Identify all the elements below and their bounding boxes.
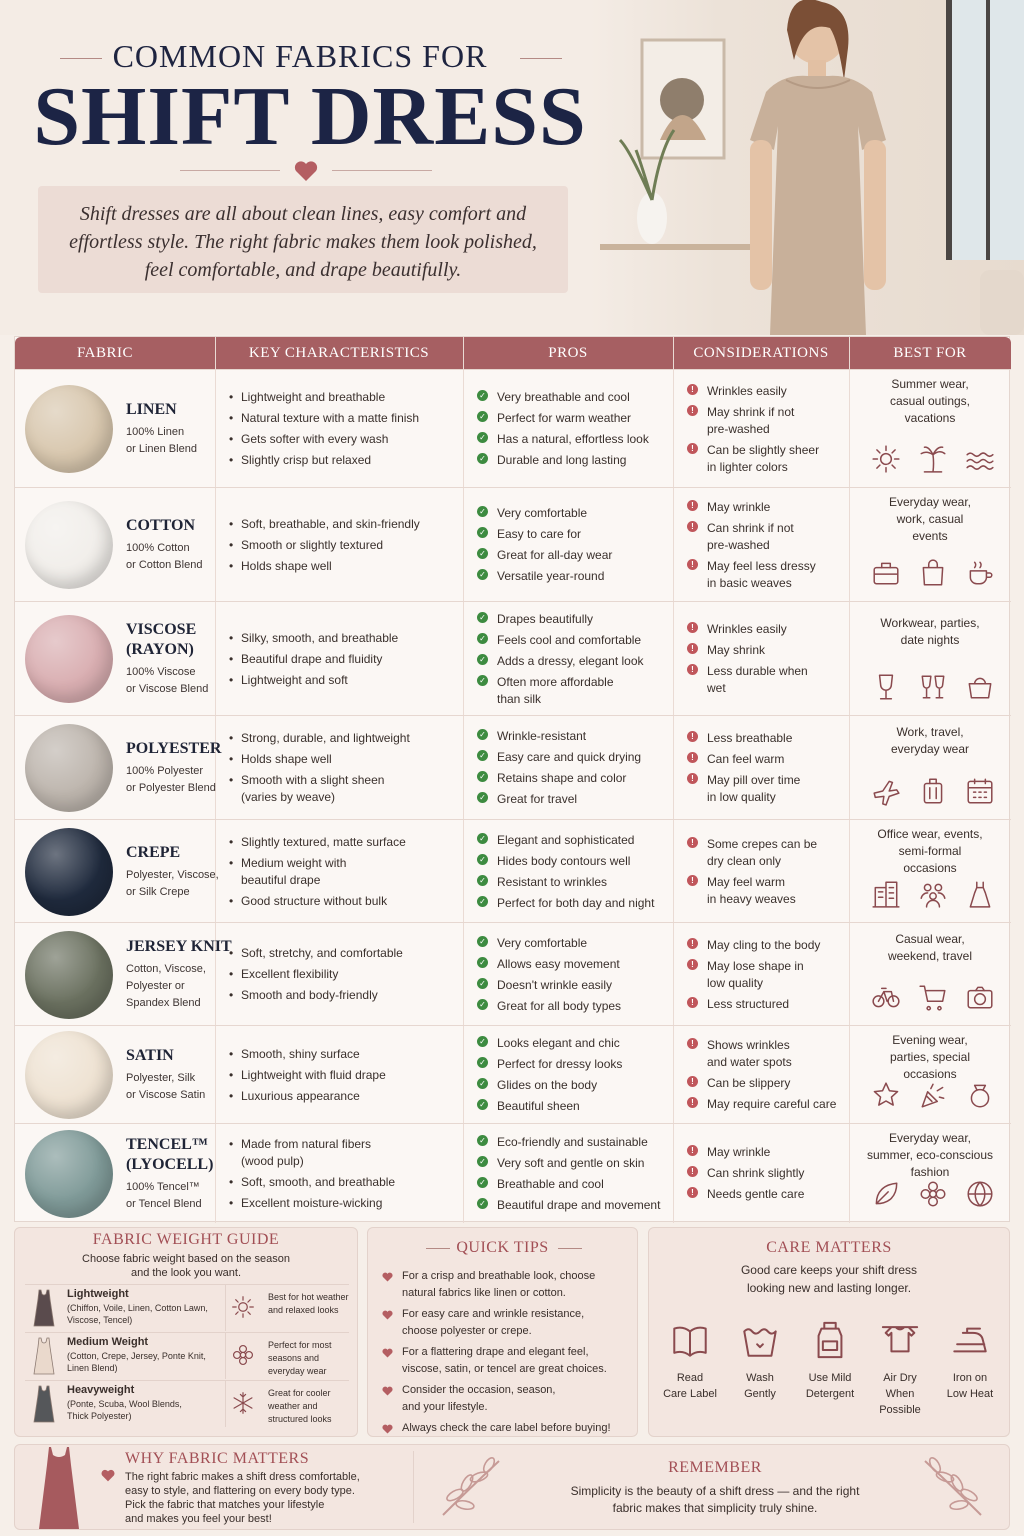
header-pros: PROS [548,345,588,361]
weight-guide-panel [14,1227,358,1437]
sun-icon [231,1295,255,1319]
coffee-cup-icon [965,558,995,588]
fabric-composition: 100% Polyester or Polyester Blend [126,765,216,794]
weight-note: Great for cooler weather and structured looks [268,1388,332,1424]
cons-item: ! Can be slippery [687,1075,849,1092]
cons-item: ! May wrinkle [687,499,849,516]
chars-list [227,945,461,1008]
best-for-icons [863,1080,1003,1110]
dress-icon [33,1385,55,1423]
table-row [15,1025,1011,1123]
tip-item [380,1306,635,1340]
model-photo [590,0,1024,335]
best-for-text: Summer wear, casual outings, vacations [889,377,971,425]
weight-fabrics: (Ponte, Scuba, Wool Blends, Thick Polyester) [67,1399,182,1421]
care-subtitle: Good care keeps your shift dress looking new and lasting longer. [740,1263,918,1295]
pros-list [477,389,673,473]
header-fabric: FABRIC [76,345,134,361]
care-item [655,1316,725,1418]
heart-icon [382,1271,393,1281]
fabric-composition: 100% Tencel™ or Tencel Blend [126,1181,202,1210]
divider-left [180,170,280,171]
best-for-text: Work, travel, everyday wear [890,725,970,756]
pros-item: ✓ Looks elegant and chic [477,1035,673,1052]
care-item [725,1316,795,1418]
chars-item: • Made from natural fibers (wood pulp) [227,1136,461,1170]
pros-item: ✓ Adds a dressy, elegant look [477,653,673,670]
cons-item: ! May wrinkle [687,1144,849,1161]
pros-item: ✓ Very comfortable [477,505,673,522]
shopping-bag-icon [918,558,948,588]
cons-list [687,730,849,810]
pros-list [477,1134,673,1218]
pros-item: ✓ Hides body contours well [477,853,673,870]
cons-list [687,836,849,912]
weight-item [25,1380,349,1426]
fabric-name: POLYESTER [126,740,222,757]
tips-rule-right [558,1248,582,1249]
fabric-name: LINEN [126,401,177,418]
leaf-icon [871,1179,901,1209]
chars-list [227,730,461,810]
chars-item: • Gets softer with every wash [227,431,461,448]
best-for-icons [863,982,1003,1012]
dress-icon [33,1337,55,1375]
fabric-composition: Polyester, Viscose, or Silk Crepe [126,869,219,898]
cons-item: ! Can shrink if not pre-washed [687,520,849,554]
pros-item: ✓ Great for all-day wear [477,547,673,564]
cons-item: ! May pill over time in low quality [687,772,849,806]
snowflake-icon [231,1391,255,1415]
fabric-composition: Polyester, Silk or Viscose Satin [126,1072,206,1101]
pros-item: ✓ Very soft and gentle on skin [477,1155,673,1172]
bicycle-icon [871,982,901,1012]
tips-rule-left [426,1248,450,1249]
pros-item: ✓ Allows easy movement [477,956,673,973]
table-row [15,922,1011,1025]
fabric-swatch [25,828,113,916]
chars-item: • Soft, smooth, and breathable [227,1174,461,1191]
wash-basin-icon [740,1320,780,1360]
fabric-swatch [25,385,113,473]
heart-icon [382,1309,393,1319]
chars-item: • Good structure without bulk [227,893,461,910]
fabric-composition: 100% Linen or Linen Blend [126,426,197,455]
chars-list [227,834,461,914]
pros-item: ✓ Has a natural, effortless look [477,431,673,448]
cons-item: ! Less durable when wet [687,663,849,697]
chars-item: • Strong, durable, and lightweight [227,730,461,747]
camera-icon [965,982,995,1012]
care-label: Iron on Low Heat [946,1372,994,1400]
table-row [15,819,1011,922]
cons-list [687,937,849,1017]
care-item [935,1316,1005,1418]
fabric-table [14,336,1010,1222]
cons-item: ! May shrink if not pre-washed [687,404,849,438]
cons-item: ! Needs gentle care [687,1186,849,1203]
pros-item: ✓ Versatile year-round [477,568,673,585]
chars-item: • Lightweight and breathable [227,389,461,406]
header-best-for: BEST FOR [893,345,967,361]
care-item [795,1316,865,1418]
pros-item: ✓ Wrinkle-resistant [477,728,673,745]
care-panel [648,1227,1010,1437]
chars-item: • Medium weight with beautiful drape [227,855,461,889]
chars-item: • Luxurious appearance [227,1088,461,1105]
page-title: SHIFT DRESS [33,70,587,163]
tip-text: For a crisp and breathable look, choose natural fabrics like linen or cotton. [402,1270,596,1299]
leaf-branch-icon [435,1455,505,1521]
care-label: Use Mild Detergent [805,1372,855,1400]
chars-list [227,1136,461,1216]
detergent-bottle-icon [810,1320,850,1360]
chars-item: • Holds shape well [227,558,461,575]
pros-item: ✓ Perfect for both day and night [477,895,673,912]
weight-label: Lightweight [67,1288,129,1300]
fabric-name: JERSEY KNIT [126,938,232,955]
fabric-name: COTTON [126,517,196,534]
tip-item [380,1420,635,1437]
fabric-swatch [25,1031,113,1119]
chars-item: • Lightweight with fluid drape [227,1067,461,1084]
tip-text: Always check the care label before buying! [402,1422,611,1434]
tip-item [380,1382,635,1416]
tip-text: For easy care and wrinkle resistance, choose polyester or crepe. [402,1308,585,1337]
pros-list [477,728,673,812]
pros-item: ✓ Resistant to wrinkles [477,874,673,891]
fabric-swatch [25,931,113,1019]
pros-item: ✓ Easy care and quick drying [477,749,673,766]
pros-list [477,832,673,916]
remember-text: Simplicity is the beauty of a shift dress — and the right fabric makes that simplicity truly shine. [570,1484,860,1515]
chars-item: • Lightweight and soft [227,672,461,689]
table-row [15,369,1011,487]
best-for-icons [863,672,1003,702]
pros-item: ✓ Very breathable and cool [477,389,673,406]
chars-item: • Silky, smooth, and breathable [227,630,461,647]
cheers-icon [918,672,948,702]
cons-item: ! Can feel warm [687,751,849,768]
chars-list [227,1046,461,1109]
care-label: Wash Gently [744,1372,776,1400]
weight-fabrics: (Cotton, Crepe, Jersey, Ponte Knit, Linen Blend) [67,1351,206,1373]
heart-icon [382,1385,393,1395]
cons-item: ! Less structured [687,996,849,1013]
pros-item: ✓ Durable and long lasting [477,452,673,469]
chars-item: • Smooth or slightly textured [227,537,461,554]
quick-tips-panel [367,1227,638,1437]
weight-guide-subtitle: Choose fabric weight based on the season and the look you want. [82,1253,290,1279]
calendar-icon [965,776,995,806]
weight-label: Heavyweight [67,1384,135,1396]
pros-item: ✓ Great for all body types [477,998,673,1015]
pros-item: ✓ Breathable and cool [477,1176,673,1193]
header-considerations: CONSIDERATIONS [693,345,829,361]
chars-item: • Excellent moisture-wicking [227,1195,461,1212]
palm-tree-icon [918,444,948,474]
chars-item: • Natural texture with a matte finish [227,410,461,427]
divider-right [332,170,432,171]
best-for-text: Office wear, events, semi-formal occasions [877,827,983,875]
care-label: Read Care Label [663,1372,717,1400]
shopping-cart-icon [918,982,948,1012]
wine-glass-icon [871,672,901,702]
chars-item: • Excellent flexibility [227,966,461,983]
fabric-swatch [25,615,113,703]
cons-item: ! Can be slightly sheer in lighter colors [687,442,849,476]
pros-item: ✓ Feels cool and comfortable [477,632,673,649]
weight-divider [225,1333,226,1379]
cons-item: ! Wrinkles easily [687,621,849,638]
party-popper-icon [918,1080,948,1110]
pros-item: ✓ Elegant and sophisticated [477,832,673,849]
cons-item: ! May feel less dressy in basic weaves [687,558,849,592]
pros-list [477,611,673,712]
chars-item: • Slightly textured, matte surface [227,834,461,851]
office-building-icon [871,879,901,909]
tip-item [380,1268,635,1302]
chars-list [227,389,461,473]
remember-title: REMEMBER [668,1459,762,1476]
best-for-text: Casual wear, weekend, travel [887,932,973,963]
table-row [15,487,1011,601]
pros-list [477,935,673,1019]
weight-item [25,1332,349,1378]
fabric-swatch [25,1130,113,1218]
pros-item: ✓ Perfect for warm weather [477,410,673,427]
waves-icon [965,444,995,474]
dress-icon [33,1289,55,1327]
airplane-icon [871,776,901,806]
weight-fabrics: (Chiffon, Voile, Linen, Cotton Lawn, Viscose, Tencel) [67,1303,208,1325]
handbag-icon [965,672,995,702]
pros-item: ✓ Retains shape and color [477,770,673,787]
star-icon [871,1080,901,1110]
weight-note: Best for hot weather and relaxed looks [268,1292,349,1315]
care-title: CARE MATTERS [766,1239,892,1256]
cons-list [687,499,849,596]
fabric-name: CREPE [126,844,181,861]
supertitle: COMMON FABRICS FOR [112,38,488,74]
flower-icon [231,1343,255,1367]
cons-list [687,383,849,480]
table-row [15,601,1011,715]
weight-item [25,1284,349,1330]
pros-item: ✓ Beautiful sheen [477,1098,673,1115]
cons-item: ! May require careful care [687,1096,849,1113]
best-for-icons [863,558,1003,588]
pros-item: ✓ Eco-friendly and sustainable [477,1134,673,1151]
suitcase-icon [918,776,948,806]
fabric-name: SATIN [126,1047,174,1064]
table-row [15,715,1011,819]
cons-list [687,621,849,701]
weight-guide-title: FABRIC WEIGHT GUIDE [92,1231,280,1248]
best-for-icons [863,1179,1003,1209]
cons-item: ! May cling to the body [687,937,849,954]
flower-icon [918,1179,948,1209]
clothesline-icon [880,1320,920,1360]
tip-item [380,1344,635,1378]
book-icon [670,1320,710,1360]
fabric-composition: 100% Cotton or Cotton Blend [126,542,203,571]
best-for-text: Evening wear, parties, special occasions [889,1033,971,1081]
best-for-text: Everyday wear, work, casual events [888,495,972,543]
chars-list [227,516,461,579]
pros-item: ✓ Very comfortable [477,935,673,952]
cons-item: ! Less breathable [687,730,849,747]
pros-item: ✓ Beautiful drape and movement [477,1197,673,1214]
weight-note: Perfect for most seasons and everyday wear [268,1340,332,1376]
header-characteristics: KEY CHARACTERISTICS [248,345,430,361]
bottom-banner [14,1444,1010,1530]
fabric-swatch [25,501,113,589]
chars-item: • Beautiful drape and fluidity [227,651,461,668]
table-row [15,1123,1011,1222]
quick-tips-title: QUICK TIPS [456,1239,549,1256]
sun-icon [871,444,901,474]
cons-item: ! May feel warm in heavy weaves [687,874,849,908]
fabric-composition: Cotton, Viscose, Polyester or Spandex Blend [126,963,206,1009]
heart-icon [294,160,318,182]
tip-text: Consider the occasion, season, and your lifestyle. [402,1384,556,1413]
chars-item: • Smooth and body-friendly [227,987,461,1004]
heart-icon [382,1423,393,1433]
dress-icon [965,879,995,909]
fabric-name: VISCOSE (RAYON) [126,621,197,658]
pros-item: ✓ Doesn't wrinkle easily [477,977,673,994]
best-for-icons [863,879,1003,909]
cons-item: ! May shrink [687,642,849,659]
chars-item: • Soft, stretchy, and comfortable [227,945,461,962]
hero-section [0,0,1024,335]
cons-item: ! Some crepes can be dry clean only [687,836,849,870]
pros-list [477,505,673,589]
table-header [15,337,1011,369]
pros-item: ✓ Easy to care for [477,526,673,543]
chars-item: • Holds shape well [227,751,461,768]
heart-icon [101,1469,115,1482]
fabric-swatch [25,724,113,812]
banner-divider [413,1451,414,1523]
weight-label: Medium Weight [67,1336,149,1348]
fabric-name: TENCEL™ (LYOCELL) [126,1136,214,1173]
cons-item: ! Can shrink slightly [687,1165,849,1182]
weight-divider [225,1381,226,1427]
iron-icon [950,1320,990,1360]
best-for-icons [863,444,1003,474]
cons-item: ! May lose shape in low quality [687,958,849,992]
pros-item: ✓ Drapes beautifully [477,611,673,628]
why-title: WHY FABRIC MATTERS [125,1450,310,1467]
chars-item: • Smooth, shiny surface [227,1046,461,1063]
pros-item: ✓ Often more affordable than silk [477,674,673,708]
ring-icon [965,1080,995,1110]
why-text: The right fabric makes a shift dress comfortable, easy to style, and flattering on every body type. Pick the fabric that matches your lifestyle and makes you feel your best! [125,1471,360,1525]
tip-text: For a flattering drape and elegant feel, viscose, satin, or tencel are great choices. [402,1346,607,1375]
pros-item: ✓ Glides on the body [477,1077,673,1094]
people-icon [918,879,948,909]
best-for-text: Workwear, parties, date nights [880,616,980,647]
chars-list [227,630,461,693]
chars-item: • Soft, breathable, and skin-friendly [227,516,461,533]
intro-text: Shift dresses are all about clean lines, easy comfort and effortless style. The right fabric makes them look polished, feel comfortable, and drape beautifully. [38,186,568,293]
cons-list [687,1037,849,1117]
care-item [865,1316,935,1418]
heart-icon [382,1347,393,1357]
chars-item: • Smooth with a slight sheen (varies by weave) [227,772,461,806]
pros-item: ✓ Perfect for dressy looks [477,1056,673,1073]
chars-item: • Slightly crisp but relaxed [227,452,461,469]
pros-list [477,1035,673,1119]
dress-icon [37,1445,81,1529]
globe-icon [965,1179,995,1209]
best-for-icons [863,776,1003,806]
care-label: Air Dry When Possible [879,1372,921,1416]
best-for-text: Everyday wear, summer, eco-conscious fashion [866,1131,994,1179]
briefcase-icon [871,558,901,588]
fabric-composition: 100% Viscose or Viscose Blend [126,666,209,695]
weight-divider [225,1285,226,1331]
cons-item: ! Wrinkles easily [687,383,849,400]
pros-item: ✓ Great for travel [477,791,673,808]
cons-list [687,1144,849,1207]
leaf-branch-icon [919,1455,989,1521]
cons-item: ! Shows wrinkles and water spots [687,1037,849,1071]
